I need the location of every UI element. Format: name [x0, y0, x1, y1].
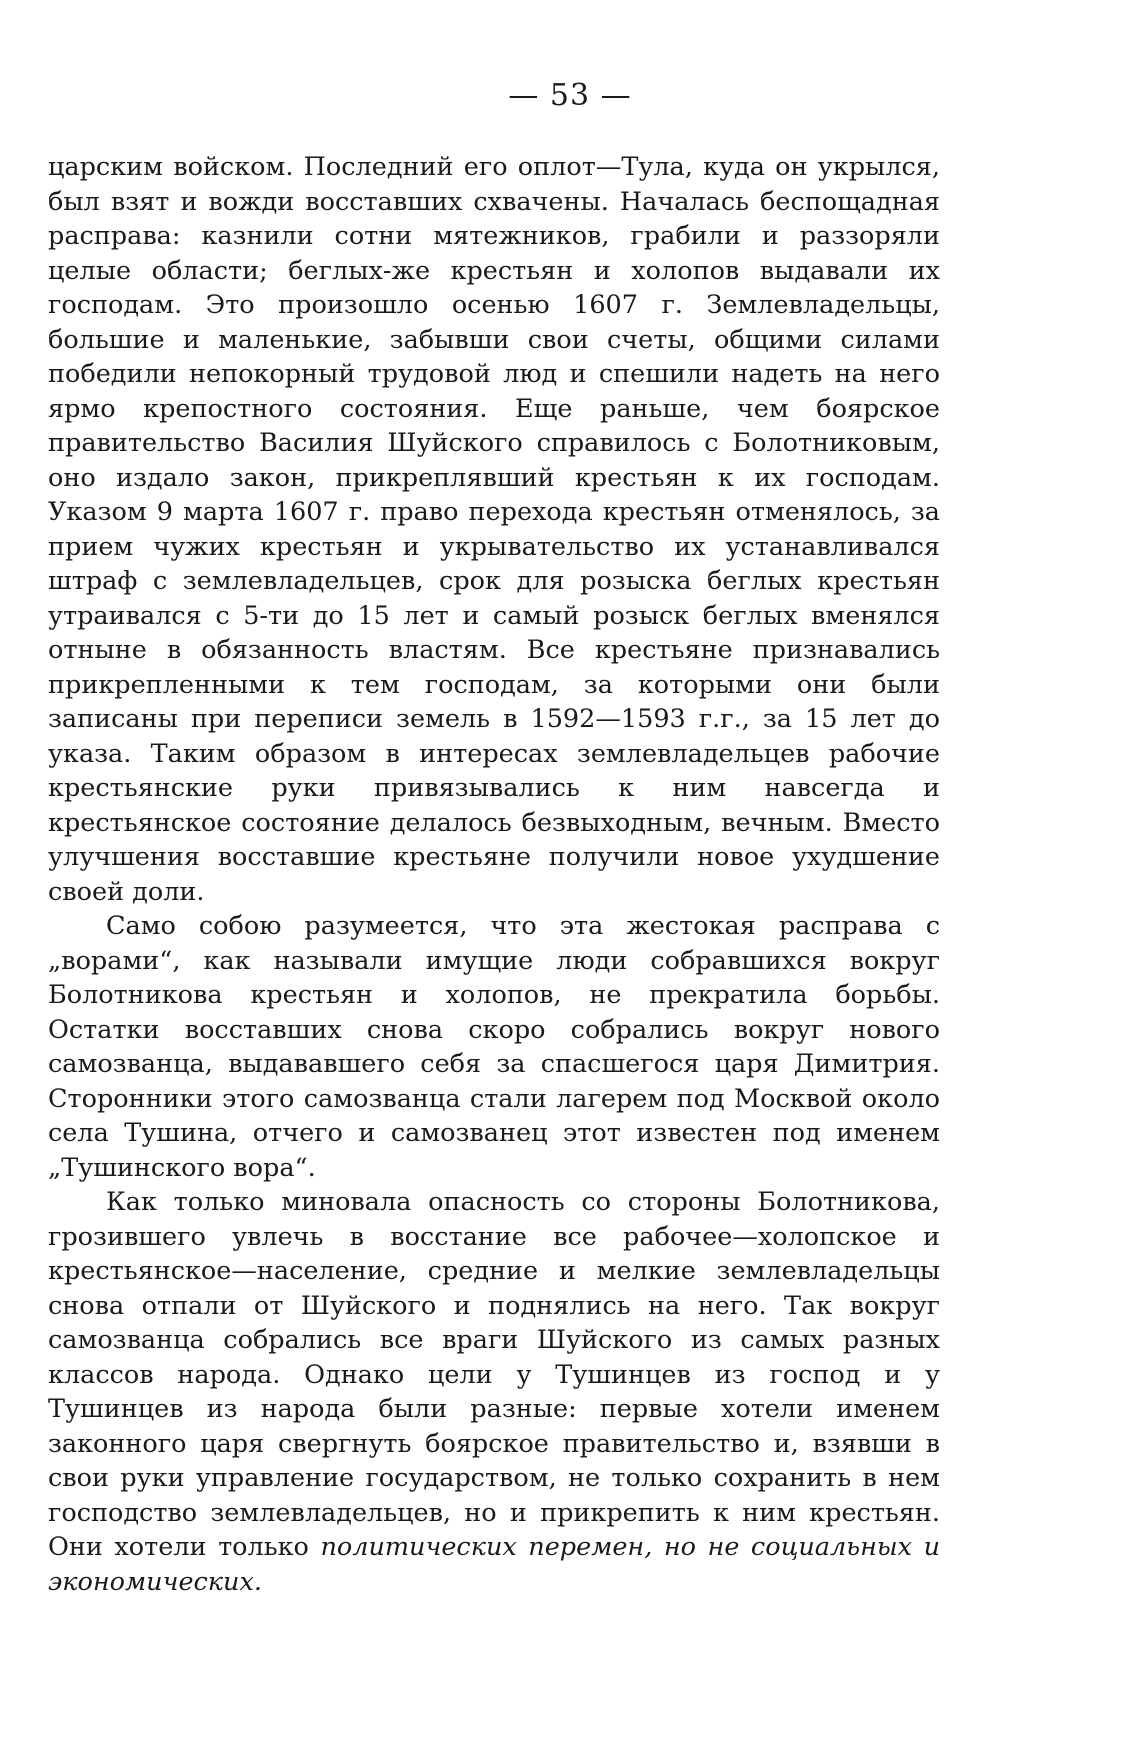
paragraph-3-text: Как только миновала опасность со стороны Болотникова, грозившего увлечь в восстание все рабочее—холопское и крестьянское—население, средние и мелкие землевладельцы снова отпали от Шуйского и поднялись на него. Так вокруг самозванца собрались все враги Шуйского из самых разных классов народа. Однако цели у Тушинцев из господ и у Тушинцев из народа были разные: первые хотели именем законного царя свергнуть боярское правительство и, взявши в свои руки управление государством, не только сохранить в нем господство землевладельцев, но и прикрепить к ним крестьян. Они хотели только [48, 1187, 940, 1562]
body-text [48, 150, 940, 1599]
paragraph-1: царским войском. Последний его оплот—Тула, куда он укрылся, был взят и вожди восставших схвачены. Началась беспощадная расправа: казнили сотни мятежников, грабили и раззоряли целые области; беглых-же крестьян и холопов выдавали их господам. Это произошло осенью 1607 г. Землевладельцы, большие и маленькие, забывши свои счеты, общими силами победили непокорный трудовой люд и спешили надеть на него ярмо крепостного состояния. Еще раньше, чем боярское правительство Василия Шуйского справилось с Болотниковым, оно издало закон, прикреплявший крестьян к их господам. Указом 9 марта 1607 г. право перехода крестьян отменялось, за прием чужих крестьян и укрывательство их устанавливался штраф с землевладельцев, срок для розыска беглых крестьян утраивался с 5-ти до 15 лет и самый розыск беглых вменялся отныне в обязанность властям. Все крестьяне признавались прикрепленными к тем господам, за которыми они были записаны при переписи земель в 1592—1593 г.г., за 15 лет до указа. Таким образом в интересах землевладельцев рабочие крестьянские руки привязывались к ним навсегда и крестьянское состояние делалось безвыходным, вечным. Вместо улучшения восставшие крестьяне получили новое ухудшение своей доли. [48, 152, 940, 907]
page-number: — 53 — [508, 78, 632, 113]
paragraph-3 [48, 1185, 940, 1599]
paragraph-3-italic-text: политических перемен, но не социальных и экономических. [48, 1532, 941, 1597]
paragraph-2: Само собою разумеется, что эта жестокая расправа с „ворами“, как называли имущие люди собравшихся вокруг Болотникова крестьян и холопов, не прекратила борьбы. Остатки восставших снова скоро собрались вокруг нового самозванца, выдававшего себя за спасшегося царя Димитрия. Сторонники этого самозванца стали лагерем под Москвой около села Тушина, отчего и самозванец этот известен под именем „Тушинского вора“. [48, 911, 940, 1183]
